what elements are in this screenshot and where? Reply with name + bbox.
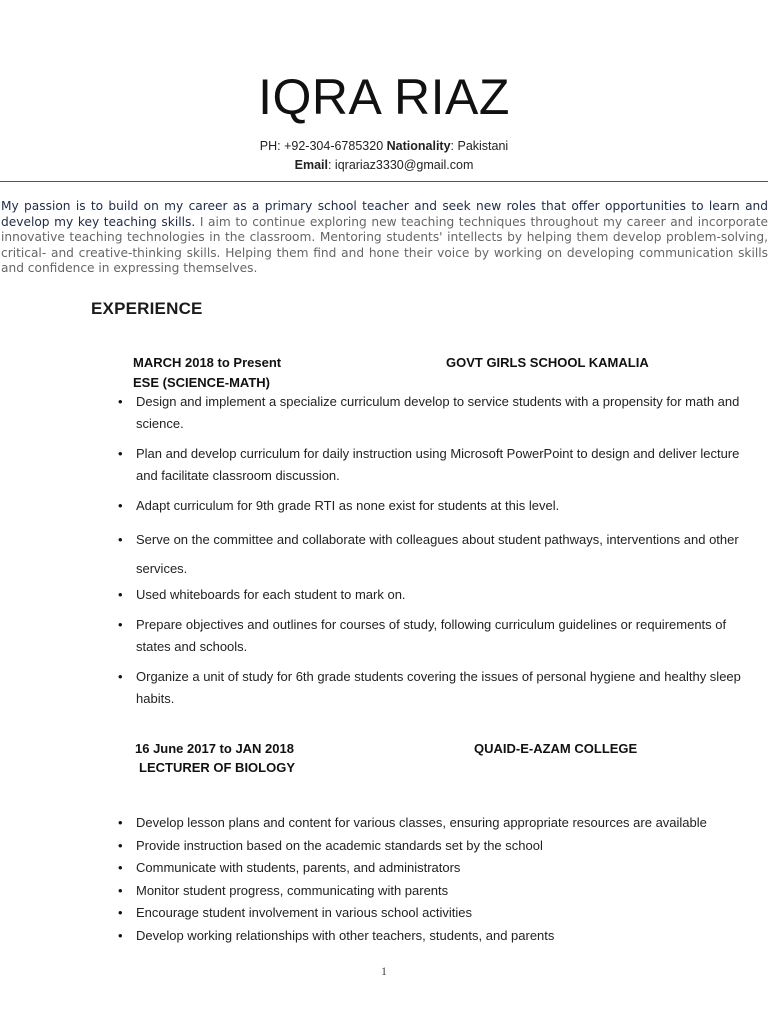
candidate-name: IQRA RIAZ <box>258 69 510 125</box>
bullet-icon: • <box>118 927 123 943</box>
job-1-duties-list <box>108 391 758 718</box>
list-item: • Organize a unit of study for 6th grade students covering the issues of personal hygiene and healthy sleep habits. <box>108 666 758 710</box>
nationality-label: Nationality <box>386 139 451 153</box>
bullet-icon: • <box>118 905 123 920</box>
email-value: : iqrariaz3330@gmail.com <box>327 158 474 172</box>
job-2-title: LECTURER OF BIOLOGY <box>139 760 295 775</box>
bullet-icon: • <box>118 394 123 409</box>
list-item: • Design and implement a specialize curriculum develop to service students with a propensity for math and science. <box>108 391 758 435</box>
list-item: • Develop working relationships with other teachers, students, and parents <box>108 925 758 948</box>
list-item: • Plan and develop curriculum for daily instruction using Microsoft PowerPoint to design and deliver lecture and facilitate classroom discussion. <box>108 443 758 487</box>
bullet-icon: • <box>118 815 123 830</box>
list-item: • Used whiteboards for each student to mark on. <box>108 584 758 606</box>
bullet-icon: • <box>118 837 123 853</box>
list-item: • Adapt curriculum for 9th grade RTI as none exist for students at this level. <box>108 495 758 517</box>
job-2-date: 16 June 2017 to JAN 2018 <box>135 741 294 756</box>
list-item: • Communicate with students, parents, and administrators <box>108 857 758 880</box>
experience-heading: EXPERIENCE <box>91 299 203 318</box>
phone-label: PH: <box>259 139 281 153</box>
bullet-icon: • <box>118 498 123 513</box>
list-item: • Develop lesson plans and content for various classes, ensuring appropriate resources are available <box>108 812 758 835</box>
job-2-duties-list <box>108 812 758 947</box>
summary-rest: I aim to continue exploring new teaching techniques throughout my career and incorporate innovative teaching technologies in the classroom. Mentoring students' intellects by helping them develop problem-solving, critical- and creative-thinking skills. Helping them find and hone their voice by working on developing communication skills and confidence in expressing themselves. <box>1 214 768 275</box>
bullet-icon: • <box>118 587 123 602</box>
bullet-icon: • <box>118 617 123 632</box>
nationality-value: : Pakistani <box>450 139 509 153</box>
bullet-icon: • <box>118 446 123 461</box>
list-item: • Provide instruction based on the academic standards set by the school <box>108 835 758 858</box>
phone-number: +92-304-6785320 <box>284 139 384 153</box>
job-1-organization: GOVT GIRLS SCHOOL KAMALIA <box>446 355 649 370</box>
job-1-title: ESE (SCIENCE-MATH) <box>133 375 270 390</box>
header-divider <box>0 181 768 182</box>
list-item: • Serve on the committee and collaborate with colleagues about student pathways, interventions and other services. <box>108 525 758 583</box>
email-label: Email <box>294 158 328 172</box>
list-item: • Monitor student progress, communicating with parents <box>108 880 758 903</box>
list-item: • Prepare objectives and outlines for courses of study, following curriculum guidelines or requirements of states and schools. <box>108 614 758 658</box>
contact-line-phone <box>0 139 768 153</box>
career-summary <box>1 199 768 277</box>
list-item: • Encourage student involvement in various school activities <box>108 902 758 925</box>
bullet-icon: • <box>118 860 123 875</box>
summary-lead: My passion is to build on my career as a primary school teacher and seek new roles that offer opportunities to learn and develop my key teaching skills. <box>1 199 768 229</box>
job-2-organization: QUAID-E-AZAM COLLEGE <box>474 741 638 756</box>
job-1-date: MARCH 2018 to Present <box>133 355 282 370</box>
bullet-icon: • <box>118 882 123 898</box>
page-number: 1 <box>381 964 387 978</box>
contact-line-email <box>0 158 768 172</box>
bullet-icon: • <box>118 669 123 684</box>
bullet-icon: • <box>118 532 123 547</box>
